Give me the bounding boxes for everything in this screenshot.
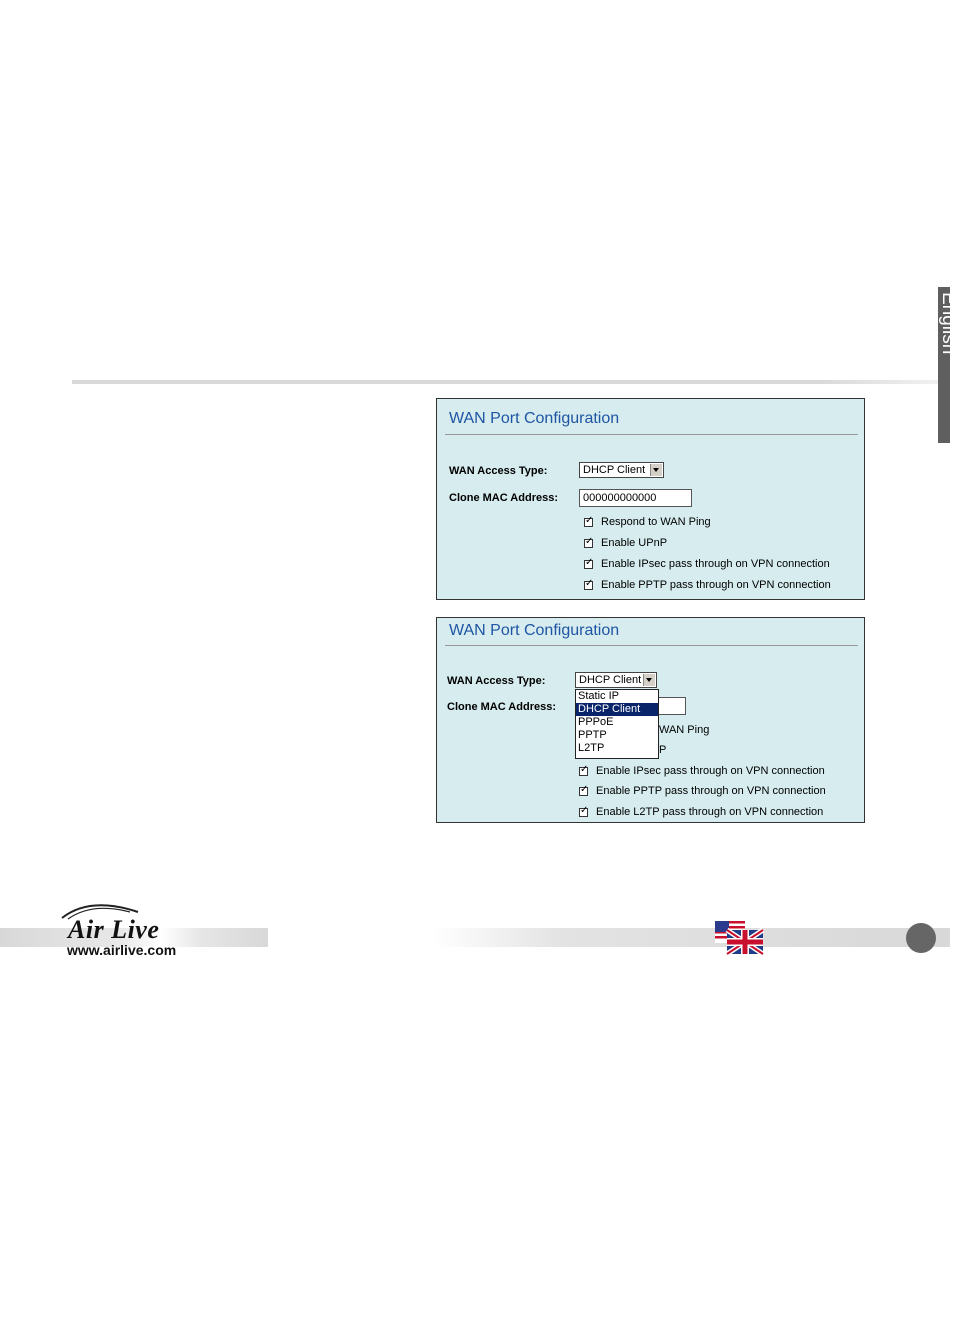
- checkbox-label: Enable IPsec pass through on VPN connection: [601, 558, 830, 570]
- footer-bar-right: [432, 928, 950, 947]
- panel-title-divider: [445, 434, 858, 435]
- wan-access-type-value: DHCP Client: [579, 674, 642, 686]
- enable-ipsec-checkbox-row[interactable]: [579, 765, 825, 777]
- enable-l2tp-checkbox-row[interactable]: [579, 806, 823, 818]
- clone-mac-label: Clone MAC Address:: [447, 701, 556, 713]
- clone-mac-label: Clone MAC Address:: [449, 492, 558, 504]
- enable-upnp-partial: P: [659, 744, 667, 756]
- clone-mac-input[interactable]: 000000000000: [579, 489, 692, 507]
- checkbox-label: Enable PPTP pass through on VPN connection: [601, 579, 831, 591]
- wan-access-type-label: WAN Access Type:: [447, 675, 546, 687]
- chevron-down-icon[interactable]: [643, 674, 655, 686]
- wan-config-panel-2: [436, 617, 865, 823]
- respond-wan-ping-checkbox-row[interactable]: [584, 516, 711, 528]
- checkbox[interactable]: [584, 539, 593, 548]
- checkbox-label: Respond to WAN Ping: [601, 516, 711, 528]
- wan-access-type-label: WAN Access Type:: [449, 465, 548, 477]
- panel-title: WAN Port Configuration: [449, 410, 620, 427]
- dropdown-option-pptp[interactable]: PPTP: [578, 729, 607, 741]
- dropdown-option-dhcp-client[interactable]: DHCP Client: [576, 703, 658, 716]
- brand-logo: Air Live: [68, 915, 160, 944]
- checkbox[interactable]: [579, 767, 588, 776]
- panel-title: WAN Port Configuration: [449, 622, 620, 639]
- checkbox-label: Enable UPnP: [601, 537, 668, 549]
- checkbox-label: Enable L2TP pass through on VPN connection: [596, 806, 824, 818]
- checkbox-label: Enable IPsec pass through on VPN connection: [596, 765, 825, 777]
- brand-url: www.airlive.com: [67, 942, 177, 958]
- wan-access-type-dropdown: [575, 689, 659, 759]
- checkbox[interactable]: [579, 808, 588, 817]
- panel-title-divider: [445, 645, 858, 646]
- language-flag-icon: [715, 921, 763, 954]
- wan-access-type-select[interactable]: [579, 462, 664, 478]
- wan-access-type-select[interactable]: [575, 672, 657, 688]
- enable-pptp-checkbox-row[interactable]: [579, 785, 826, 797]
- wan-config-panel-1: [436, 398, 865, 600]
- enable-upnp-checkbox-row[interactable]: [584, 537, 667, 549]
- language-tab: [938, 287, 959, 443]
- dropdown-option-l2tp[interactable]: L2TP: [578, 742, 605, 754]
- enable-pptp-checkbox-row[interactable]: [584, 579, 831, 591]
- respond-wan-ping-partial: WAN Ping: [659, 724, 710, 736]
- checkbox-label: Enable PPTP pass through on VPN connection: [596, 785, 826, 797]
- enable-ipsec-checkbox-row[interactable]: [584, 558, 830, 570]
- checkbox[interactable]: [584, 581, 593, 590]
- checkbox[interactable]: [579, 787, 588, 796]
- dropdown-option-pppoe[interactable]: PPPoE: [578, 716, 614, 728]
- language-tab-label: English: [938, 292, 959, 355]
- chevron-down-icon[interactable]: [650, 464, 662, 476]
- top-divider: [72, 380, 950, 384]
- checkbox[interactable]: [584, 518, 593, 527]
- page-number-badge: [906, 923, 936, 953]
- dropdown-option-static-ip[interactable]: Static IP: [578, 690, 619, 702]
- checkbox[interactable]: [584, 560, 593, 569]
- wan-access-type-value: DHCP Client: [583, 464, 646, 476]
